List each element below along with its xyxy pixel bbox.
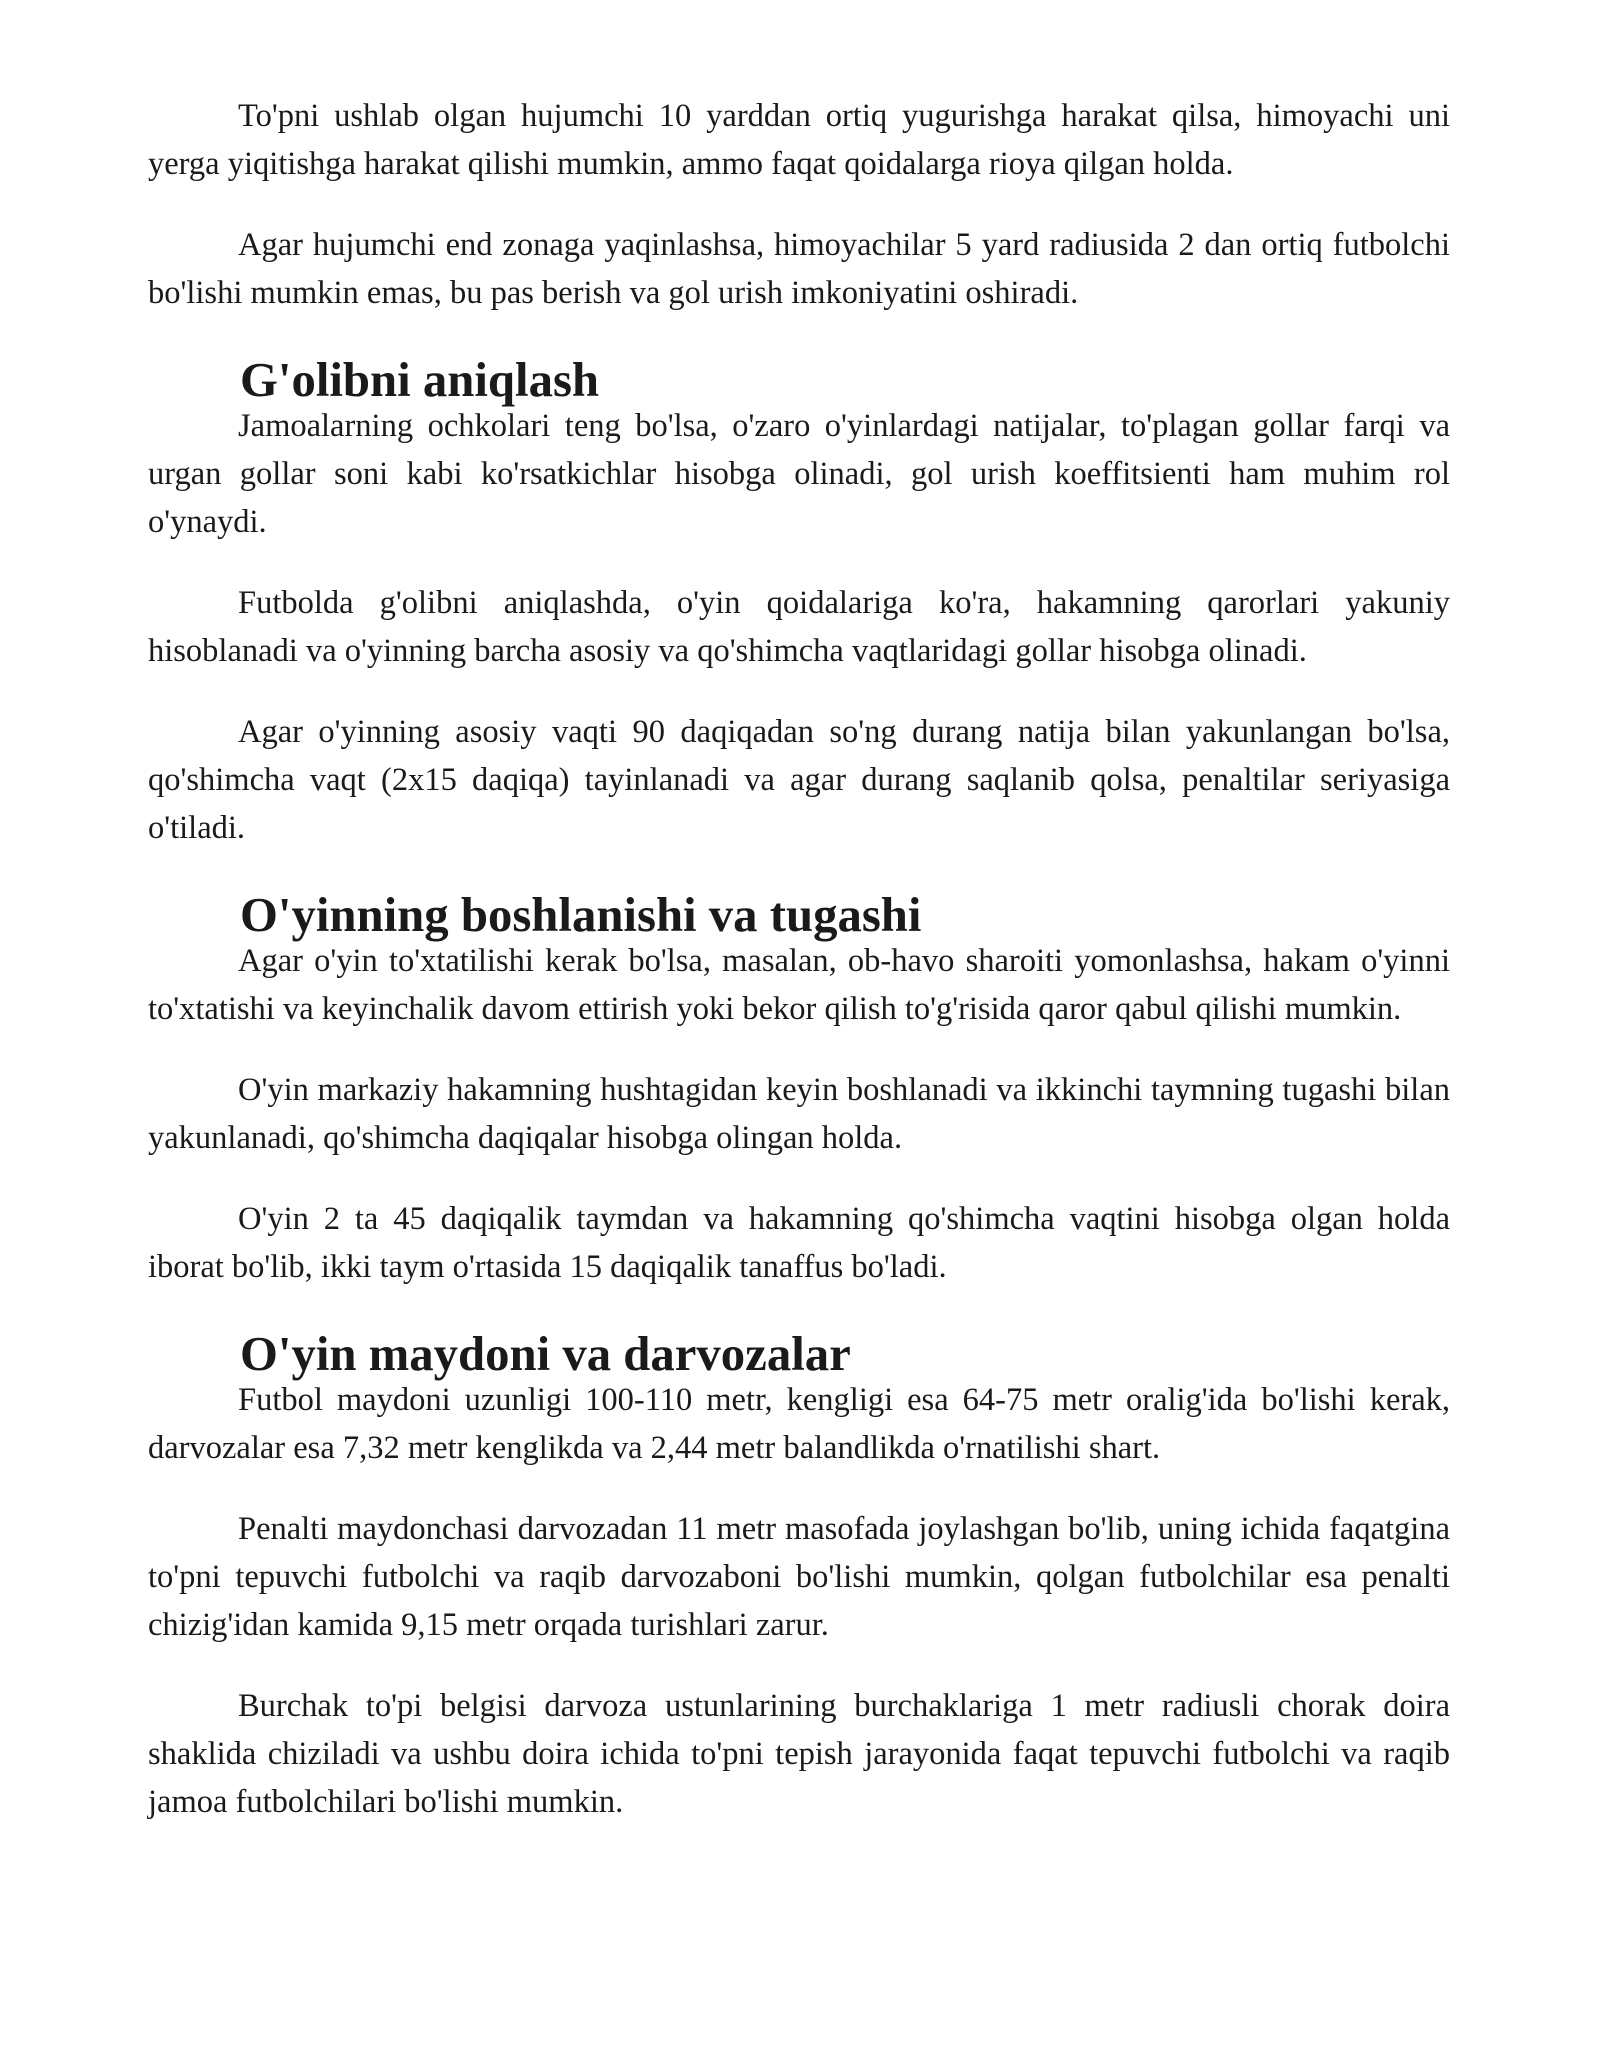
paragraph: Penalti maydonchasi darvozadan 11 metr masofada joylashgan bo'lib, uning ichida faqatgina to'pni tepuvchi futbolchi va raqib darvozaboni bo'lishi mumkin, qolgan futbolchilar esa penalti chizig'idan kamida 9,15 metr orqada turishlari zarur. (148, 1511, 1450, 1643)
paragraph: Agar o'yin to'xtatilishi kerak bo'lsa, masalan, ob-havo sharoiti yomonlashsa, hakam o'yinni to'xtatishi va keyinchalik davom ettirish yoki bekor qilish to'g'risida qaror qabul qilishi mumkin. (148, 943, 1450, 1027)
paragraph: Futbol maydoni uzunligi 100-110 metr, kengligi esa 64-75 metr oralig'ida bo'lishi kerak, darvozalar esa 7,32 metr kenglikda va 2,44 metr balandlikda o'rnatilishi shart. (148, 1382, 1450, 1466)
section-heading: G'olibni aniqlash (240, 353, 600, 407)
paragraph: O'yin markaziy hakamning hushtagidan keyin boshlanadi va ikkinchi taymning tugashi bilan yakunlanadi, qo'shimcha daqiqalar hisobga olingan holda. (148, 1072, 1450, 1156)
paragraph: Agar hujumchi end zonaga yaqinlashsa, himoyachilar 5 yard radiusida 2 dan ortiq futbolchi bo'lishi mumkin emas, bu pas berish va gol urish imkoniyatini oshiradi. (148, 227, 1450, 311)
paragraph: O'yin 2 ta 45 daqiqalik taymdan va hakamning qo'shimcha vaqtini hisobga olgan holda iborat bo'lib, ikki taym o'rtasida 15 daqiqalik tanaffus bo'ladi. (148, 1201, 1450, 1285)
paragraph: To'pni ushlab olgan hujumchi 10 yarddan ortiq yugurishga harakat qilsa, himoyachi uni yerga yiqitishga harakat qilishi mumkin, ammo faqat qoidalarga rioya qilgan holda. (148, 98, 1450, 182)
section-heading: O'yin maydoni va darvozalar (240, 1327, 851, 1381)
section-heading: O'yinning boshlanishi va tugashi (240, 888, 922, 942)
document-page (148, 92, 1450, 1826)
paragraph: Futbolda g'olibni aniqlashda, o'yin qoidalariga ko'ra, hakamning qarorlari yakuniy hisoblanadi va o'yinning barcha asosiy va qo'shimcha vaqtlaridagi gollar hisobga olinadi. (148, 585, 1450, 669)
paragraph: Agar o'yinning asosiy vaqti 90 daqiqadan so'ng durang natija bilan yakunlangan bo'lsa, qo'shimcha vaqt (2x15 daqiqa) tayinlanadi va agar durang saqlanib qolsa, penaltilar seriyasiga o'tiladi. (148, 714, 1450, 846)
paragraph: Burchak to'pi belgisi darvoza ustunlarining burchaklariga 1 metr radiusli chorak doira shaklida chiziladi va ushbu doira ichida to'pni tepish jarayonida faqat tepuvchi futbolchi va raqib jamoa futbolchilari bo'lishi mumkin. (148, 1688, 1450, 1820)
paragraph: Jamoalarning ochkolari teng bo'lsa, o'zaro o'yinlardagi natijalar, to'plagan gollar farqi va urgan gollar soni kabi ko'rsatkichlar hisobga olinadi, gol urish koeffitsienti ham muhim rol o'ynaydi. (148, 408, 1450, 540)
